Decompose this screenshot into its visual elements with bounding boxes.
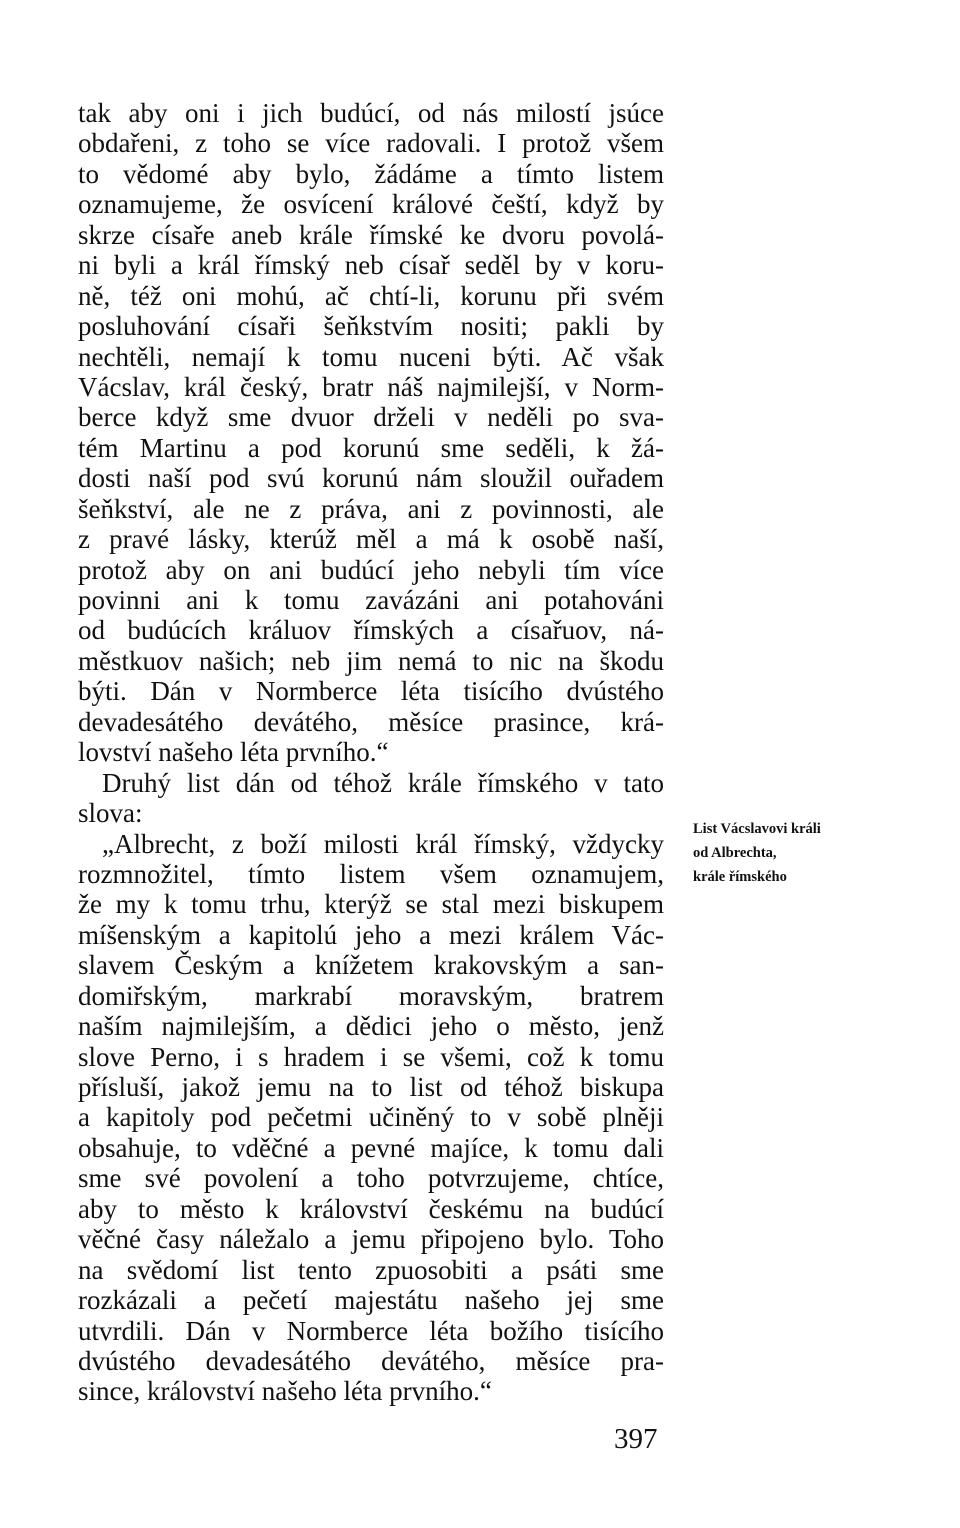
text-line: z pravé lásky, kterúž měl a má k osobě naší,: [78, 524, 664, 555]
text-line: devadesátého devátého, měsíce prasince, krá-: [78, 706, 664, 737]
text-line: šeňkství, ale ne z práva, ani z povinnosti, ale: [78, 493, 664, 524]
margin-note: [693, 817, 893, 889]
text-line: slove Perno, i s hradem i se všemi, což k tomu: [78, 1041, 664, 1072]
text-line: ně, též oni mohú, ač chtí-li, korunu při svém: [78, 280, 664, 311]
text-line: přísluší, jakož jemu na to list od téhož biskupa: [78, 1072, 664, 1102]
text-line: Vácslav, král český, bratr náš najmilejší, v Norm-: [78, 371, 664, 402]
text-line: nechtěli, nemají k tomu nuceni býti. Ač však: [78, 341, 664, 372]
text-line: dvústého devadesátého devátého, měsíce pra-: [78, 1345, 664, 1376]
text-line: aby to město k království českému na budúcí: [78, 1193, 664, 1224]
text-line: a kapitoly pod pečetmi učiněný to v sobě plněji: [78, 1102, 664, 1133]
main-text-block: [78, 98, 664, 1407]
text-line: míšenským a kapitolú jeho a mezi králem Vác-: [78, 919, 664, 950]
margin-note-line: List Vácslavovi králi: [693, 821, 821, 837]
text-line: slavem Českým a knížetem krakovským a san-: [78, 950, 664, 981]
page-number: 397: [614, 1423, 658, 1455]
text-line: protož aby on ani budúcí jeho nebyli tím více: [78, 554, 664, 585]
text-line: obsahuje, to vděčné a pevné majíce, k tomu dali: [78, 1132, 664, 1163]
text-line: městkuov našich; neb jim nemá to nic na škodu: [78, 645, 664, 676]
text-line: ni byli a král římský neb císař seděl by v koru-: [78, 250, 664, 281]
text-line: berce když sme dvuor drželi v neděli po sva-: [78, 402, 664, 433]
text-line: Druhý list dán od téhož krále římského v tato: [102, 767, 664, 798]
text-line: skrze císaře aneb krále římské ke dvoru povolá-: [78, 219, 664, 250]
text-line: na svědomí list tento zpuosobiti a psáti sme: [78, 1254, 664, 1285]
text-line: since, království našeho léta prvního.“: [78, 1376, 492, 1407]
text-line: naším najmilejším, a dědici jeho o město, jenž: [78, 1011, 664, 1042]
text-line: to vědomé aby bylo, žádáme a tímto listem: [78, 158, 664, 189]
text-line: domiřským, markrabí moravským, bratrem: [78, 980, 664, 1011]
text-line: utvrdili. Dán v Normberce léta božího tisícího: [78, 1315, 664, 1346]
text-line: rozkázali a pečetí majestátu našeho jej sme: [78, 1285, 664, 1316]
text-line: od budúcích králuov římských a císařuov, ná-: [78, 615, 664, 646]
text-line: tém Martinu a pod korunú sme seděli, k žá-: [78, 432, 664, 463]
text-line: sme své povolení a toho potvrzujeme, chtíce,: [78, 1163, 664, 1194]
text-line: slova:: [78, 798, 143, 829]
text-line: tak aby oni i jich budúcí, od nás milostí jsúce: [78, 98, 664, 128]
margin-note-line: krále římského: [693, 869, 787, 885]
text-line: posluhování císaři šeňkstvím nositi; pakli by: [78, 311, 664, 342]
margin-note-line: od Albrechta,: [693, 845, 777, 861]
text-line: obdařeni, z toho se více radovali. I protož všem: [78, 128, 664, 159]
text-line: oznamujeme, že osvícení králové čeští, když by: [78, 189, 664, 220]
text-line: povinni ani k tomu zavázáni ani potahováni: [78, 585, 664, 615]
text-line: býti. Dán v Normberce léta tisícího dvústého: [78, 676, 664, 707]
text-line: že my k tomu trhu, kterýž se stal mezi biskupem: [78, 889, 664, 920]
text-line: dosti naší pod svú korunú nám sloužil ouřadem: [78, 463, 664, 494]
text-line: rozmnožitel, tímto listem všem oznamujem,: [78, 858, 664, 889]
text-line: věčné časy náležalo a jemu připojeno bylo. Toho: [78, 1224, 664, 1255]
text-line: lovství našeho léta prvního.“: [78, 737, 389, 768]
text-line: „Albrecht, z boží milosti král římský, vždycky: [102, 828, 664, 859]
